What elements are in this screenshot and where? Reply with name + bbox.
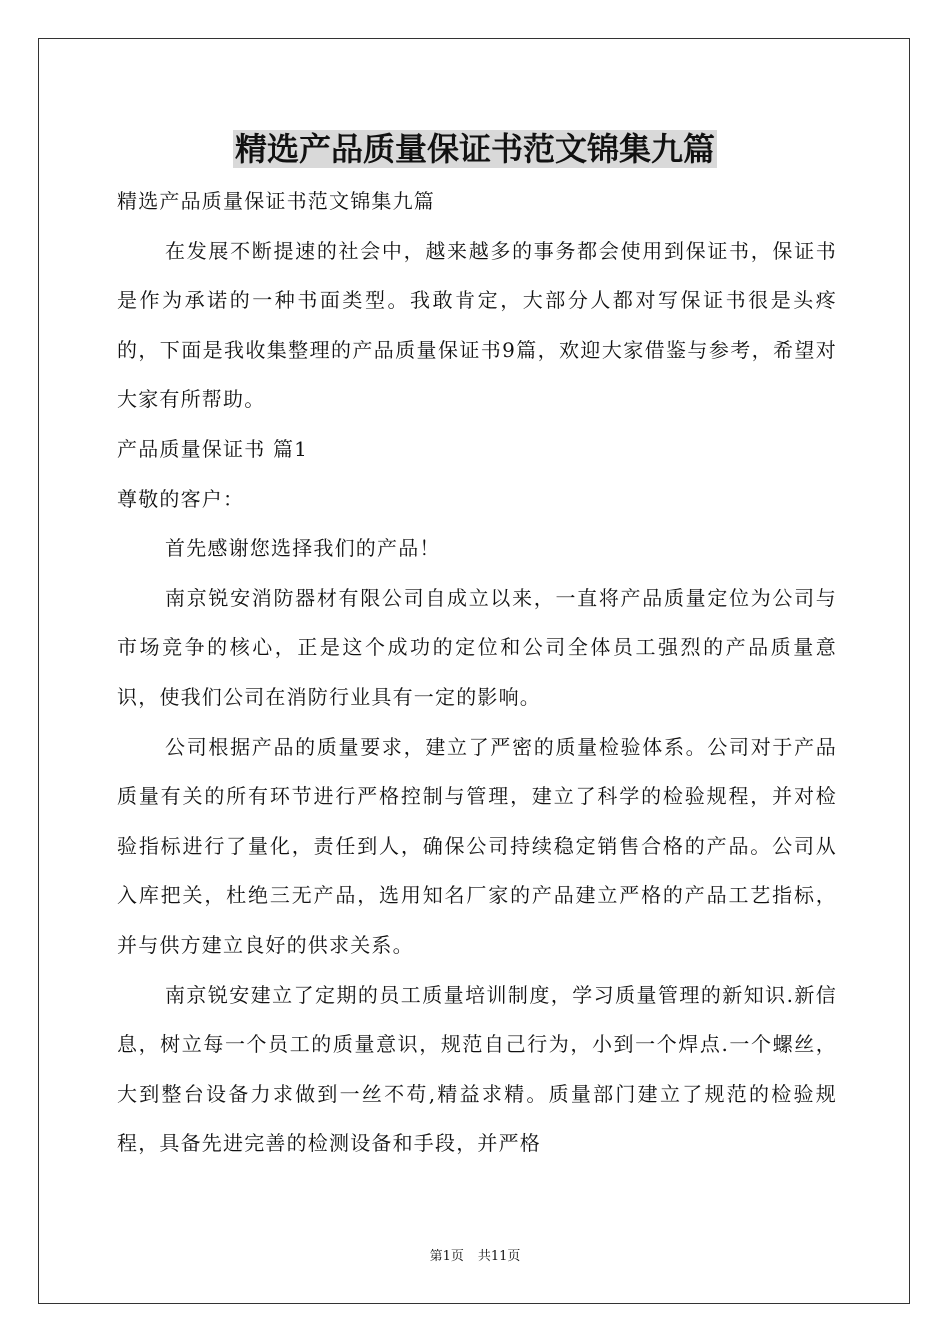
paragraph-quality-system: 公司根据产品的质量要求，建立了严密的质量检验体系。公司对于产品质量有关的所有环节进行严格控制与管理，建立了科学的检验规程，并对检验指标进行了量化，责任到人，确保公司持续稳定销售合格的产品。公司从入库把关，杜绝三无产品，选用知名厂家的产品建立严格的产品工艺指标，并与供方建立良好的供求关系。	[117, 734, 837, 957]
paragraph-thanks: 首先感谢您选择我们的产品！	[165, 536, 441, 561]
salutation: 尊敬的客户：	[117, 486, 245, 511]
document-title-text: 精选产品质量保证书范文锦集九篇	[234, 130, 715, 168]
page-number: 第1页	[429, 1249, 464, 1264]
page-footer	[0, 1245, 950, 1264]
section-heading: 产品质量保证书 篇1	[117, 436, 309, 461]
document-title	[0, 125, 950, 173]
paragraph-training: 南京锐安建立了定期的员工质量培训制度，学习质量管理的新知识.新信息，树立每一个员工的质量意识，规范自己行为，小到一个焊点.一个螺丝，大到整台设备力求做到一丝不苟,精益求精。质量部门建立了规范的检验规程，具备先进完善的检测设备和手段，并严格	[117, 982, 837, 1156]
document-body	[117, 177, 837, 1169]
page-total: 共11页	[477, 1249, 521, 1264]
paragraph-company: 南京锐安消防器材有限公司自成立以来，一直将产品质量定位为公司与市场竞争的核心，正是这个成功的定位和公司全体员工强烈的产品质量意识，使我们公司在消防行业具有一定的影响。	[117, 585, 837, 709]
paragraph-subtitle: 精选产品质量保证书范文锦集九篇	[117, 189, 435, 213]
paragraph-intro: 在发展不断提速的社会中，越来越多的事务都会使用到保证书，保证书是作为承诺的一种书面类型。我敢肯定，大部分人都对写保证书很是头疼的，下面是我收集整理的产品质量保证书9篇，欢迎大家借鉴与参考，希望对大家有所帮助。	[117, 238, 837, 412]
